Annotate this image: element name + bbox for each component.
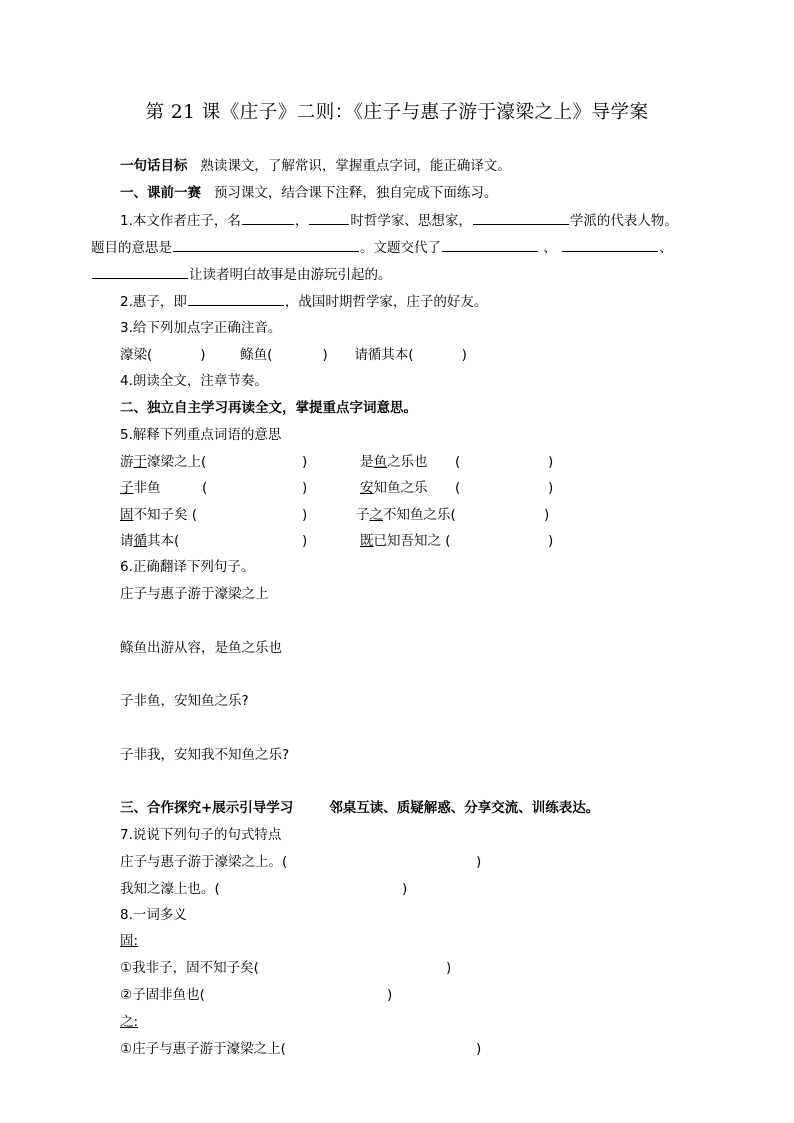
vocab-keyword: 子: [120, 480, 134, 496]
vocab-row-2-right-close: ): [548, 480, 554, 496]
vocab-row-4-left-close: ): [302, 533, 308, 549]
q1-text-f: 。文题交代了: [360, 240, 441, 256]
vocab-text: 游: [120, 454, 134, 470]
q1-text-c: 时哲学家、思想家，: [350, 213, 472, 229]
vocab-text: 不知鱼之乐(: [383, 507, 456, 523]
q1-text-e: 题目的意思是: [91, 240, 172, 256]
vocab-text: 之乐也: [387, 454, 428, 470]
vocab-keyword: 于: [133, 454, 147, 470]
vocab-row-2-left-close: ): [302, 480, 308, 496]
blank-where[interactable]: [562, 237, 658, 252]
blank-name[interactable]: [242, 210, 294, 225]
q2-text-a: 2.惠子，即: [120, 294, 187, 310]
q1-text-a: 1.本文作者庄子，名: [120, 213, 241, 229]
gu-item-2-close: ): [387, 987, 393, 1003]
vocab-row-4-right-close: ): [548, 533, 554, 549]
q3-item2: 鲦鱼(: [240, 347, 273, 363]
vocab-row-3-right-close: ): [544, 507, 550, 523]
q3-close3: ): [461, 347, 467, 363]
page-title: 第 21 课《庄子》二则：《庄子与惠子游于濠梁之上》导学案: [145, 102, 649, 123]
blank-school[interactable]: [473, 210, 569, 225]
vocab-row-4-left: [120, 531, 179, 551]
vocab-row-3-left-close: ): [302, 507, 308, 523]
vocab-keyword: 鱼: [373, 454, 387, 470]
vocab-keyword: 安: [360, 480, 374, 496]
vocab-text: 濠梁之上(: [147, 454, 207, 470]
q1-text-g: 、: [543, 240, 557, 256]
blank-era[interactable]: [309, 210, 349, 225]
goal-label: 一句话目标: [120, 158, 188, 174]
gu-item-1-close: ): [446, 960, 452, 976]
section3-heading-line: [120, 798, 599, 818]
vocab-row-2-right: [360, 478, 428, 498]
vocab-row-1-left-close: ): [302, 454, 308, 470]
q7a-close: ): [476, 854, 482, 870]
sentence-4: 子非我，安知我不知鱼之乐?: [120, 747, 290, 763]
section3-subheading: 邻桌互读、质疑解惑、分享交流、训练表达。: [329, 800, 600, 816]
vocab-row-1-left: [120, 452, 206, 472]
vocab-text: 知鱼之乐: [373, 480, 428, 496]
zhi-item-1: ①庄子与惠子游于濠梁之上(: [120, 1041, 286, 1057]
q7-line: 7.说说下列句子的句式特点: [120, 827, 282, 843]
sentence-2: 鲦鱼出游从容，是鱼之乐也: [120, 640, 282, 656]
q1-line3: [91, 264, 392, 285]
q7b-line: 我知之濠上也。(: [120, 881, 220, 897]
vocab-text: 不知子矣 (: [133, 507, 198, 523]
goal-text: 熟读课文，了解常识，掌握重点字词，能正确译文。: [200, 158, 511, 174]
q1-line1: [120, 210, 678, 231]
vocab-row-3-right: [356, 505, 456, 525]
section1-heading-line: [120, 183, 497, 203]
q8-line: 8.一词多义: [120, 907, 187, 923]
vocab-text: 请: [120, 533, 134, 549]
q3-close1: ): [200, 347, 206, 363]
q3-line: 3.给下列加点字正确注音。: [120, 320, 282, 336]
q1-line2: [91, 237, 673, 258]
q1-text-i: 让读者明白故事是由游玩引起的。: [189, 267, 392, 283]
q2-line: [120, 291, 487, 312]
q6-line: 6.正确翻译下列句子。: [120, 559, 255, 575]
zhi-item-1-close: ): [476, 1041, 482, 1057]
blank-what[interactable]: [92, 264, 188, 279]
blank-title-meaning[interactable]: [173, 237, 359, 252]
section3-heading: 三、合作探究+展示引导学习: [120, 800, 294, 816]
q1-text-b: ，: [294, 213, 309, 229]
section1-heading: 一、课前一赛: [120, 185, 201, 201]
q1-text-h: 、: [659, 240, 673, 256]
sentence-3: 子非鱼，安知鱼之乐?: [120, 693, 249, 709]
zhi-label: 之:: [120, 1014, 139, 1030]
sentence-1: 庄子与惠子游于濠梁之上: [120, 586, 269, 602]
vocab-text: 其本(: [147, 533, 180, 549]
section2-heading: 二、独立自主学习再读全文，掌提重点字词意思。: [120, 400, 417, 416]
q1-text-d: 学派的代表人物。: [569, 213, 678, 229]
vocab-keyword: 既: [360, 533, 374, 549]
blank-huizi-name[interactable]: [188, 291, 284, 306]
gu-item-1: ①我非子，固不知子矣(: [120, 960, 259, 976]
q5-line: 5.解释下列重点词语的意思: [120, 427, 282, 443]
q3-close2: ): [322, 347, 328, 363]
q3-items: [120, 345, 467, 365]
vocab-row-1-right-open: (: [455, 454, 461, 470]
gu-label: 固:: [120, 933, 139, 949]
section1-instruction: 预习课文，结合课下注释，独自完成下面练习。: [213, 185, 498, 201]
vocab-text: 非鱼: [133, 480, 161, 496]
q4-line: 4.朗读全文，注章节奏。: [120, 373, 268, 389]
vocab-keyword: 固: [120, 507, 134, 523]
vocab-row-3-left: [120, 505, 197, 525]
q2-text-b: ，战国时期哲学家，庄子的好友。: [284, 294, 488, 310]
goal-line: [120, 156, 511, 176]
vocab-text: 子: [356, 507, 370, 523]
vocab-row-1-right: [360, 452, 428, 472]
vocab-row-1-right-close: ): [548, 454, 554, 470]
vocab-text: 已知吾知之 (: [373, 533, 451, 549]
q7b-close: ): [402, 881, 408, 897]
vocab-text: 是: [360, 454, 374, 470]
vocab-row-2-left-open: (: [202, 480, 208, 496]
vocab-keyword: 之: [369, 507, 383, 523]
vocab-row-4-right: [360, 531, 451, 551]
q3-item3: 请循其本(: [354, 347, 414, 363]
vocab-row-2-right-open: (: [455, 480, 461, 496]
q3-item1: 濠梁(: [120, 347, 153, 363]
q7a-line: 庄子与惠子游于濠梁之上。(: [120, 854, 288, 870]
gu-item-2: ②子固非鱼也(: [120, 987, 205, 1003]
vocab-keyword: 循: [133, 533, 147, 549]
vocab-row-2-left: [120, 478, 161, 498]
blank-who[interactable]: [442, 237, 538, 252]
